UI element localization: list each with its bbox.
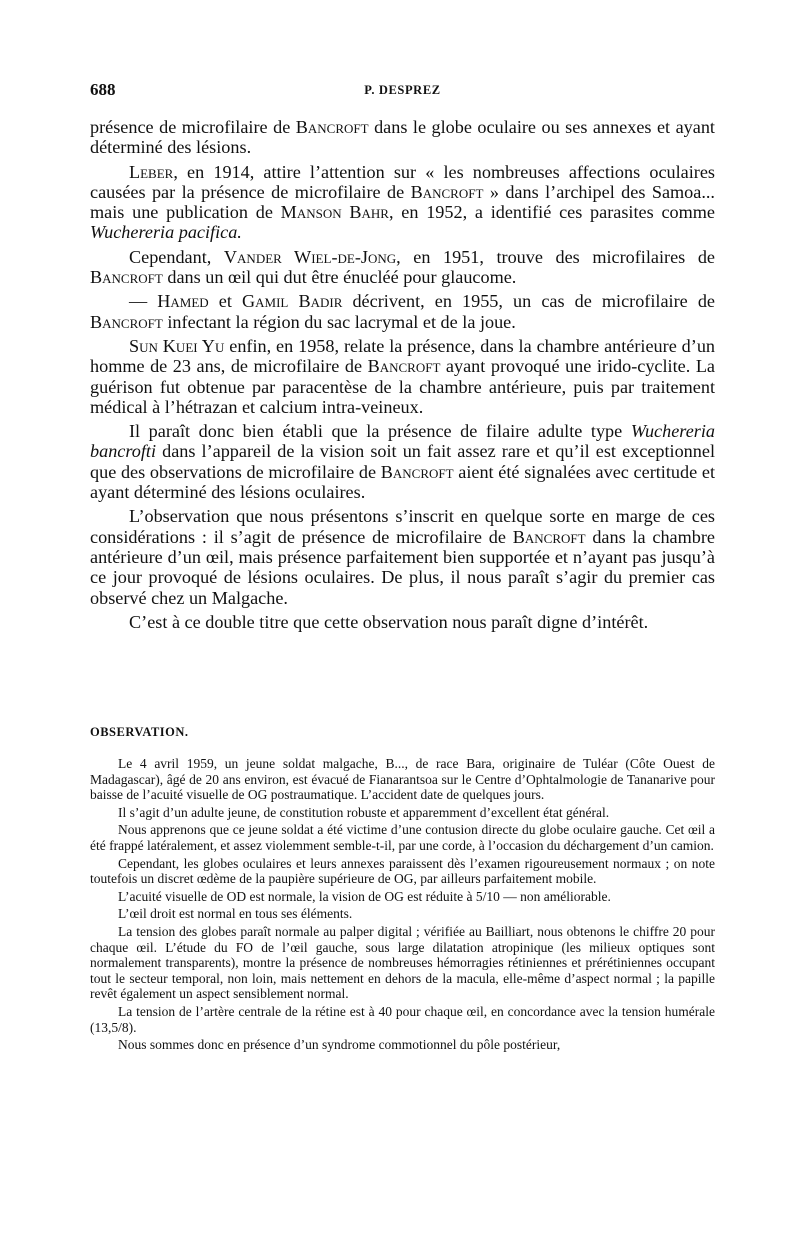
running-head-author: P. DESPREZ [364, 83, 441, 97]
author-name: Vander Wiel-de-Jong [223, 246, 397, 267]
author-name: Bancroft [410, 181, 484, 202]
paragraph-4: — Hamed et Gamil Badir décrivent, en 1955, un cas de microfilaire de Bancroft infectant la région du sac lacrymal et de la joue. [90, 291, 715, 332]
observation-paragraph: Il s’agit d’un adulte jeune, de constitution robuste et apparemment d’excellent état général. [118, 804, 610, 820]
species-name: Wuchereria bancrofti [90, 421, 715, 462]
author-name: Bancroft [295, 117, 369, 137]
author-name: Bancroft [367, 356, 441, 377]
paragraph-1: présence de microfilaire de Bancroft dans le globe oculaire ou ses annexes et ayant déterminé des lésions. [90, 117, 715, 158]
author-name: Bancroft [380, 461, 454, 482]
observation-paragraph: L’œil droit est normal en tous ses éléments. [118, 906, 353, 922]
observation-paragraph: Nous sommes donc en présence d’un syndrome commotionnel du pôle postérieur, [118, 1037, 561, 1053]
main-text [90, 117, 715, 636]
paragraph-5: Sun Kuei Yu enfin, en 1958, relate la présence, dans la chambre antérieure d’un homme de 23 ans, de microfilaire de Bancroft ayant provoqué une irido-cyclite. La guérison fut obtenue par paracentèse de la chambre antérieure, puis par traitement médical à l’hétrazan et calcium intra-veineux. [90, 335, 716, 417]
author-name: Bancroft [90, 267, 163, 288]
author-name: Leber [129, 161, 174, 182]
author-name: Hamed [157, 291, 209, 312]
observation-paragraph: La tension des globes paraît normale au palper digital ; vérifiée au Bailliart, nous obtenons le chiffre 20 pour chaque œil. L’étude du FO de l’œil gauche, sous large dilatation atropinique (les milieux optiques sont normalement transparents), montre la présence de nombreuses hémorragies rétiniennes et prérétiniennes occupant tout le secteur temporal, non loin, mais nettement en dehors de la macula, elle-même d’aspect normal ; la papille revêt également un aspect sensiblement normal. [90, 923, 715, 1002]
observation-paragraph: L’acuité visuelle de OD est normale, la vision de OG est réduite à 5/10 — non améliorable. [118, 888, 611, 904]
section-heading: OBSERVATION. [90, 725, 189, 739]
species-name: Wuchereria pacifica. [90, 222, 242, 243]
paragraph-6: Il paraît donc bien établi que la présence de filaire adulte type Wuchereria bancrofti dans l’appareil de la vision soit un fait assez rare et qu’il est exceptionnel que des observations de microfilaire de Bancroft aient été signalées avec certitude et ayant déterminé des lésions oculaires. [90, 421, 715, 503]
author-name: Bancroft [90, 311, 163, 332]
observation-paragraph: Le 4 avril 1959, un jeune soldat malgache, B..., de race Bara, originaire de Tuléar (Côte Ouest de Madagascar), âgé de 20 ans environ, est évacué de Fianarantsoa sur le Centre d’Ophtalmologie de Tananarive pour baisse de l’acuité visuelle de OG postraumatique. L’accident date de quelques jours. [90, 756, 715, 803]
observation-section [90, 725, 715, 1055]
observation-text [90, 756, 715, 1053]
observation-paragraph: Cependant, les globes oculaires et leurs annexes paraissent dès l’examen rigoureusement normaux ; on note toutefois un discret œdème de la paupière supérieure de OG, par ailleurs parfaitement mobile. [90, 855, 715, 887]
observation-paragraph: Nous apprenons que ce jeune soldat a été victime d’une contusion directe du globe oculaire gauche. Cet œil a été frappé latéralement, et assez violemment semble-t-il, par une corde, à l’occasion du déchargement d’un camion. [90, 822, 715, 853]
paragraph-3: Cependant, Vander Wiel-de-Jong, en 1951, trouve des microfilaires de Bancroft dans un œil qui dut être énucléé pour glaucome. [90, 246, 715, 288]
observation-paragraph: La tension de l’artère centrale de la rétine est à 40 pour chaque œil, en concordance avec la tension humérale (13,5/8). [90, 1003, 715, 1035]
page-number: 688 [90, 80, 116, 99]
author-name: Bancroft [512, 526, 586, 547]
paragraph-7: L’observation que nous présentons s’inscrit en quelque sorte en marge de ces considérations : il s’agit de présence de microfilaire de Bancroft dans la chambre antérieure d’un œil, mais présence parfaitement bien supportée et n’ayant pas jusqu’à ce jour provoqué de lésions oculaires. De plus, il nous paraît s’agir du premier cas observé chez un Malgache. [90, 506, 716, 608]
author-name: Gamil Badir [242, 291, 343, 312]
paragraph-2: Leber, en 1914, attire l’attention sur « les nombreuses affections oculaires causées par la présence de microfilaire de Bancroft » dans l’archipel des Samoa... mais une publication de Manson Bahr, en 1952, a identifié ces parasites comme Wuchereria pacifica. [90, 161, 715, 243]
paragraph-8: C’est à ce double titre que cette observation nous paraît digne d’intérêt. [129, 611, 649, 632]
author-name: Sun Kuei Yu [129, 335, 225, 356]
author-name: Manson Bahr [280, 202, 389, 223]
page-header [90, 80, 715, 102]
